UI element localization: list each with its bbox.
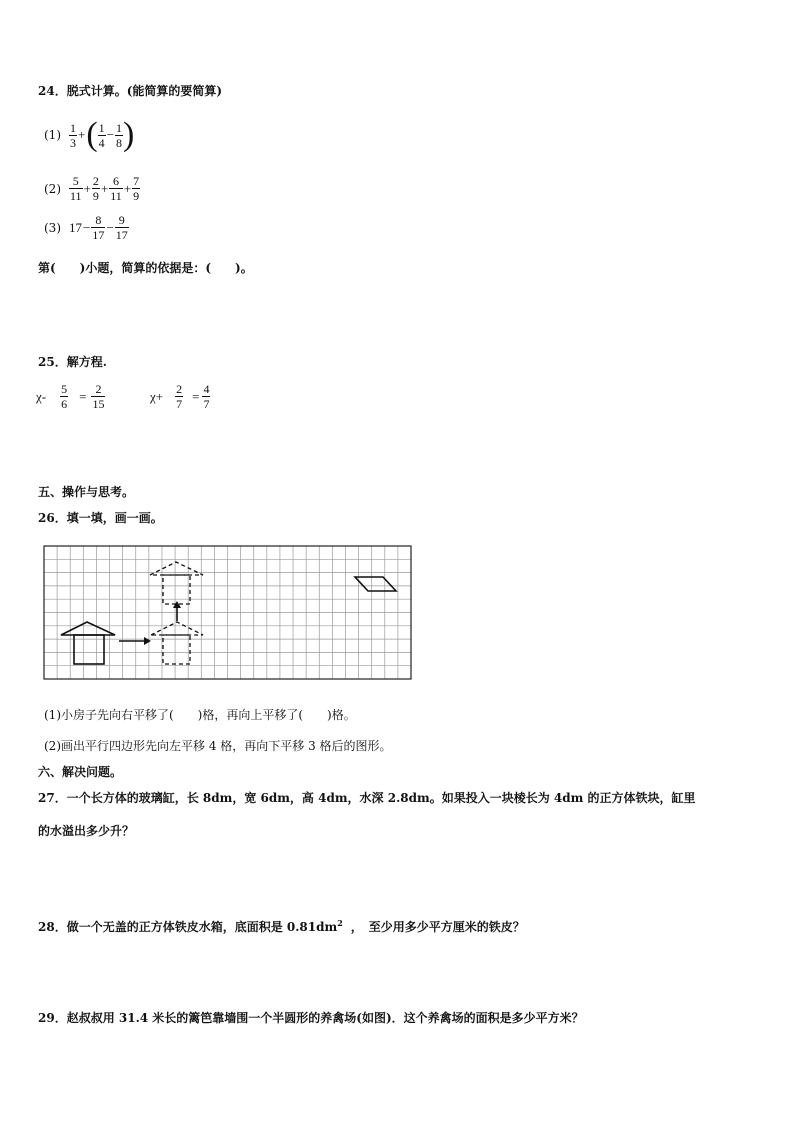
q29-text: 29．赵叔叔用 31.4 米长的篱笆靠墙围一个半圆形的养禽场(如图)．这个养禽场的面积是多少平方米？ <box>38 1011 584 1025</box>
fraction <box>132 174 140 203</box>
original-house <box>61 622 115 664</box>
q28-superscript: 2 <box>337 918 343 928</box>
q27-line-1: 27．一个长方体的玻璃缸，长 8dm，宽 6dm，高 4dm，水深 2.8dm。如果投入一块棱长为 4dm 的正方体铁块，缸里 <box>38 791 696 805</box>
problem-label: (1) <box>44 128 61 142</box>
fraction <box>98 121 106 150</box>
q24-title: 24．脱式计算。(能简算的要简算) <box>38 84 223 98</box>
numerator: 1 <box>116 120 123 135</box>
fraction <box>175 382 183 411</box>
equals-sign: = <box>79 388 87 404</box>
fraction <box>91 213 105 242</box>
arrow-right-icon <box>119 637 151 645</box>
denominator: 15 <box>92 397 105 411</box>
section-5-heading: 五、操作与思考。 <box>38 485 135 499</box>
denominator: 7 <box>176 397 183 411</box>
fraction <box>115 213 129 242</box>
operator: − <box>106 127 115 142</box>
right-paren: ) <box>123 116 135 153</box>
fraction <box>69 121 77 150</box>
variable: χ+ <box>150 388 164 404</box>
denominator: 11 <box>110 189 122 203</box>
whole-number: 17 <box>69 219 82 235</box>
denominator: 11 <box>70 189 82 203</box>
numerator: 2 <box>95 382 102 396</box>
q28-text <box>38 916 525 934</box>
translation-grid-figure <box>43 545 415 683</box>
house-roof <box>61 622 115 635</box>
numerator: 2 <box>92 174 99 188</box>
q26-title: 26．填一填，画一画。 <box>38 511 163 525</box>
fraction <box>92 174 100 203</box>
problem-label: (2) <box>44 181 61 196</box>
numerator: 6 <box>113 174 120 188</box>
denominator: 9 <box>92 189 99 203</box>
left-paren: ( <box>86 116 98 153</box>
q28-text-a: 28．做一个无盖的正方体铁皮水箱，底面积是 0.81dm <box>38 920 338 934</box>
q24-problem-2 <box>44 174 140 203</box>
q25-title: 25．解方程. <box>38 355 107 369</box>
translated-house-2 <box>150 562 203 604</box>
numerator: 5 <box>72 174 79 188</box>
denominator: 17 <box>92 228 105 242</box>
house-roof <box>150 562 203 575</box>
denominator: 4 <box>98 135 105 150</box>
parallelogram <box>355 577 396 591</box>
fraction <box>115 121 123 150</box>
fraction <box>202 382 210 411</box>
fraction <box>60 382 68 411</box>
numerator: 7 <box>133 174 140 188</box>
numerator: 8 <box>95 213 102 227</box>
operator: + <box>78 127 86 142</box>
fraction <box>91 382 105 411</box>
numerator: 4 <box>203 382 210 396</box>
q26-sub-1: (1)小房子先向右平移了( )格，再向上平移了( )格。 <box>44 708 356 722</box>
fraction <box>109 174 123 203</box>
translated-house-1 <box>151 622 203 664</box>
house-roof <box>151 622 203 635</box>
q24-note: 第( )小题，简算的依据是：( )。 <box>38 261 253 275</box>
house-body <box>163 575 190 604</box>
q24-problem-3 <box>44 213 129 242</box>
operator: + <box>100 180 109 196</box>
section-6-heading: 六、解决问题。 <box>38 765 123 779</box>
equals-sign: = <box>192 388 200 404</box>
denominator: 8 <box>116 135 123 150</box>
denominator: 9 <box>133 189 140 203</box>
operator: − <box>83 219 91 235</box>
operator: − <box>106 219 114 235</box>
denominator: 3 <box>70 135 76 150</box>
q27-line-2: 的水溢出多少升？ <box>38 824 135 838</box>
grid-lines <box>44 546 411 679</box>
variable: χ- <box>36 388 47 404</box>
numerator: 1 <box>70 120 76 135</box>
denominator: 17 <box>115 228 128 242</box>
q25-equation-1 <box>36 382 105 411</box>
numerator: 5 <box>61 382 68 396</box>
denominator: 6 <box>61 397 68 411</box>
problem-label: (3) <box>44 220 61 235</box>
numerator: 1 <box>98 120 105 135</box>
fraction <box>69 174 83 203</box>
q24-problem-1 <box>44 118 134 152</box>
q26-sub-2: (2)画出平行四边形先向左平移 4 格，再向下平移 3 格后的图形。 <box>44 739 392 753</box>
q25-equation-2 <box>150 382 210 411</box>
q28-text-b: ， 至少用多少平方厘米的铁皮？ <box>350 920 525 934</box>
operator: + <box>123 180 132 196</box>
numerator: 2 <box>176 382 183 396</box>
denominator: 7 <box>203 397 210 411</box>
numerator: 9 <box>118 213 125 227</box>
operator: + <box>83 180 91 196</box>
